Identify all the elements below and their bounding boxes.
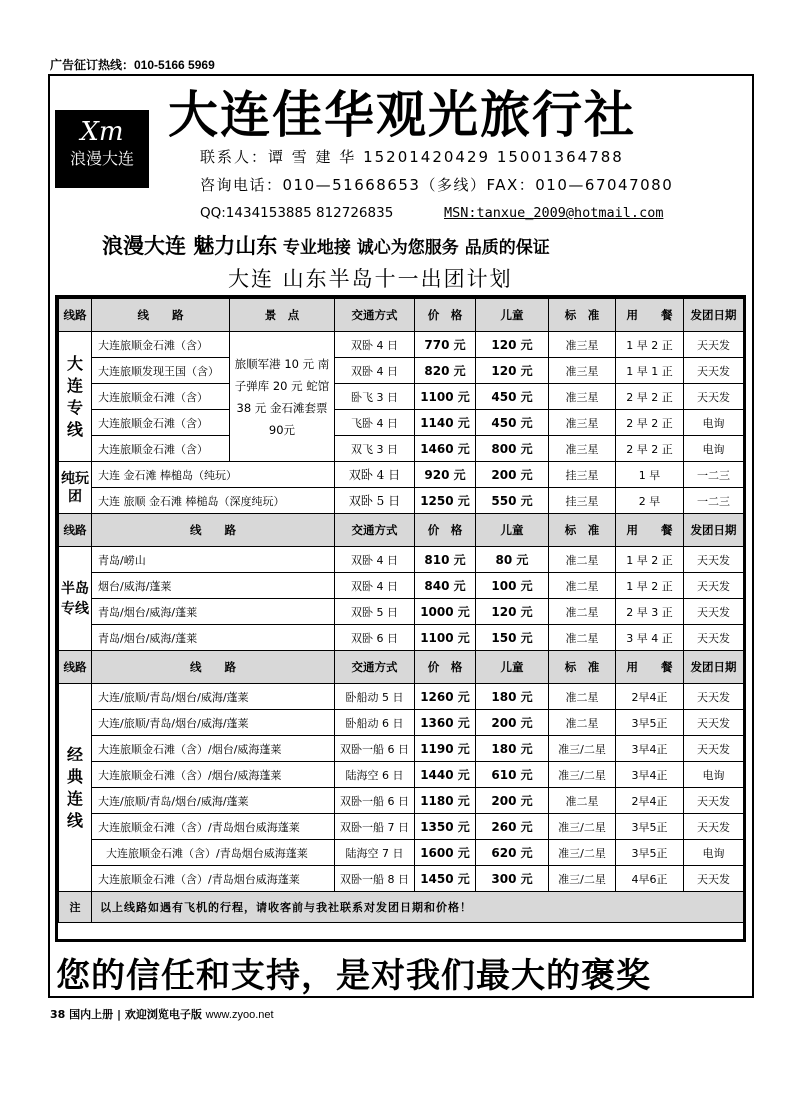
route-cell: 大连/旅顺/青岛/烟台/威海/蓬莱 bbox=[92, 684, 335, 710]
meal-cell: 2 早 2 正 bbox=[616, 436, 684, 462]
header-standard: 标 准 bbox=[549, 299, 616, 332]
child-price-cell: 260 元 bbox=[476, 814, 549, 840]
child-price-cell: 300 元 bbox=[476, 866, 549, 892]
header-date: 发团日期 bbox=[684, 299, 744, 332]
header-date: 发团日期 bbox=[684, 651, 744, 684]
price-cell: 920 元 bbox=[415, 462, 476, 488]
table-row bbox=[59, 762, 744, 788]
date-cell: 天天发 bbox=[684, 625, 744, 651]
meal-cell: 3早4正 bbox=[616, 762, 684, 788]
route-cell: 大连旅顺金石滩（含）/烟台/威海蓬莱 bbox=[92, 736, 335, 762]
standard-cell: 挂三星 bbox=[549, 488, 616, 514]
standard-cell: 准三/二星 bbox=[549, 814, 616, 840]
price-cell: 1180 元 bbox=[415, 788, 476, 814]
header-row-dalian bbox=[59, 299, 744, 332]
table-row bbox=[59, 684, 744, 710]
price-cell: 1000 元 bbox=[415, 599, 476, 625]
header-route: 线 路 bbox=[92, 651, 335, 684]
date-cell: 天天发 bbox=[684, 684, 744, 710]
standard-cell: 准三/二星 bbox=[549, 866, 616, 892]
route-cell: 青岛/崂山 bbox=[92, 547, 335, 573]
route-cell: 大连 金石滩 棒槌岛（纯玩） bbox=[92, 462, 335, 488]
price-cell: 1140 元 bbox=[415, 410, 476, 436]
header-child: 儿童 bbox=[476, 514, 549, 547]
route-cell: 大连旅顺金石滩（含）/青岛烟台威海蓬莱 bbox=[92, 866, 335, 892]
child-price-cell: 150 元 bbox=[476, 625, 549, 651]
standard-cell: 准三星 bbox=[549, 332, 616, 358]
transport-cell: 双卧一船 8 日 bbox=[335, 866, 415, 892]
price-cell: 1190 元 bbox=[415, 736, 476, 762]
header-row-classic bbox=[59, 651, 744, 684]
table-row bbox=[59, 736, 744, 762]
child-price-cell: 120 元 bbox=[476, 332, 549, 358]
section-peninsula: 半岛专线 bbox=[59, 547, 92, 651]
price-cell: 1460 元 bbox=[415, 436, 476, 462]
agency-logo bbox=[55, 110, 149, 188]
header-transport: 交通方式 bbox=[335, 651, 415, 684]
header-meal: 用 餐 bbox=[616, 651, 684, 684]
date-cell: 天天发 bbox=[684, 866, 744, 892]
footer-site-link[interactable]: www.zyoo.net bbox=[205, 1009, 274, 1021]
standard-cell: 准三星 bbox=[549, 358, 616, 384]
meal-cell: 4早6正 bbox=[616, 866, 684, 892]
footer-text: 38 国内上册 | 欢迎浏览电子版 bbox=[50, 1008, 202, 1021]
transport-cell: 卧飞 3 日 bbox=[335, 384, 415, 410]
date-cell: 电询 bbox=[684, 840, 744, 866]
transport-cell: 飞卧 4 日 bbox=[335, 410, 415, 436]
route-cell: 大连旅顺金石滩（含）/烟台/威海蓬莱 bbox=[92, 762, 335, 788]
transport-cell: 双卧 6 日 bbox=[335, 625, 415, 651]
logo-mark: Xm bbox=[80, 117, 124, 147]
date-cell: 天天发 bbox=[684, 710, 744, 736]
company-name: 大连佳华观光旅行社 bbox=[168, 85, 636, 144]
transport-cell: 双卧 4 日 bbox=[335, 573, 415, 599]
consult-phone-line: 咨询电话：010—51668653（多线）FAX：010—67047080 bbox=[200, 176, 674, 194]
transport-cell: 双卧 4 日 bbox=[335, 462, 415, 488]
date-cell: 电询 bbox=[684, 436, 744, 462]
table-row bbox=[59, 384, 744, 410]
date-cell: 天天发 bbox=[684, 547, 744, 573]
header-price: 价 格 bbox=[415, 299, 476, 332]
price-cell: 770 元 bbox=[415, 332, 476, 358]
date-cell: 天天发 bbox=[684, 573, 744, 599]
route-cell: 大连旅顺金石滩（含） bbox=[92, 436, 230, 462]
meal-cell: 1 早 2 正 bbox=[616, 573, 684, 599]
section-dalian: 大连专线 bbox=[59, 332, 92, 462]
tour-table bbox=[55, 295, 746, 942]
header-route: 线 路 bbox=[92, 514, 335, 547]
header-standard: 标 准 bbox=[549, 651, 616, 684]
meal-cell: 3早5正 bbox=[616, 814, 684, 840]
header-child: 儿童 bbox=[476, 299, 549, 332]
transport-cell: 陆海空 6 日 bbox=[335, 762, 415, 788]
child-price-cell: 550 元 bbox=[476, 488, 549, 514]
standard-cell: 准二星 bbox=[549, 788, 616, 814]
standard-cell: 准三/二星 bbox=[549, 762, 616, 788]
price-cell: 1260 元 bbox=[415, 684, 476, 710]
price-cell: 810 元 bbox=[415, 547, 476, 573]
meal-cell: 1 早 1 正 bbox=[616, 358, 684, 384]
table-row bbox=[59, 814, 744, 840]
price-cell: 1440 元 bbox=[415, 762, 476, 788]
table-row bbox=[59, 436, 744, 462]
table-row bbox=[59, 788, 744, 814]
table-row bbox=[59, 332, 744, 358]
table-row bbox=[59, 710, 744, 736]
meal-cell: 3早5正 bbox=[616, 840, 684, 866]
header-price: 价 格 bbox=[415, 651, 476, 684]
section-pure: 纯玩团 bbox=[59, 462, 92, 514]
date-cell: 天天发 bbox=[684, 599, 744, 625]
table-row bbox=[59, 410, 744, 436]
standard-cell: 准三星 bbox=[549, 384, 616, 410]
standard-cell: 准二星 bbox=[549, 710, 616, 736]
transport-cell: 双飞 3 日 bbox=[335, 436, 415, 462]
note-text: 以上线路如遇有飞机的行程，请收客前与我社联系对发团日期和价格！ bbox=[92, 892, 744, 923]
table-row bbox=[59, 625, 744, 651]
note-row bbox=[59, 892, 744, 923]
child-price-cell: 180 元 bbox=[476, 684, 549, 710]
standard-cell: 准二星 bbox=[549, 599, 616, 625]
table-row bbox=[59, 547, 744, 573]
price-cell: 1100 元 bbox=[415, 625, 476, 651]
route-cell: 大连旅顺金石滩（含） bbox=[92, 332, 230, 358]
header-meal: 用 餐 bbox=[616, 514, 684, 547]
note-label: 注 bbox=[59, 892, 92, 923]
meal-cell: 2 早 2 正 bbox=[616, 384, 684, 410]
header-standard: 标 准 bbox=[549, 514, 616, 547]
date-cell: 电询 bbox=[684, 762, 744, 788]
route-cell: 大连旅顺金石滩（含）/青岛烟台威海蓬莱 bbox=[92, 840, 335, 866]
date-cell: 天天发 bbox=[684, 384, 744, 410]
transport-cell: 双卧 4 日 bbox=[335, 547, 415, 573]
standard-cell: 准二星 bbox=[549, 625, 616, 651]
route-cell: 大连旅顺金石滩（含）/青岛烟台威海蓬莱 bbox=[92, 814, 335, 840]
table-row bbox=[59, 840, 744, 866]
child-price-cell: 800 元 bbox=[476, 436, 549, 462]
meal-cell: 1 早 bbox=[616, 462, 684, 488]
price-cell: 1360 元 bbox=[415, 710, 476, 736]
table-row bbox=[59, 358, 744, 384]
date-cell: 电询 bbox=[684, 410, 744, 436]
standard-cell: 准三星 bbox=[549, 436, 616, 462]
ad-hotline: 广告征订热线：010-5166 5969 bbox=[50, 58, 215, 72]
price-cell: 1250 元 bbox=[415, 488, 476, 514]
meal-cell: 2 早 3 正 bbox=[616, 599, 684, 625]
table-row bbox=[59, 488, 744, 514]
section-classic: 经典连线 bbox=[59, 684, 92, 892]
child-price-cell: 80 元 bbox=[476, 547, 549, 573]
price-cell: 840 元 bbox=[415, 573, 476, 599]
transport-cell: 陆海空 7 日 bbox=[335, 840, 415, 866]
child-price-cell: 200 元 bbox=[476, 462, 549, 488]
child-price-cell: 120 元 bbox=[476, 599, 549, 625]
transport-cell: 卧船动 5 日 bbox=[335, 684, 415, 710]
logo-text: 浪漫大连 bbox=[69, 149, 134, 168]
date-cell: 一二三 bbox=[684, 488, 744, 514]
table-row bbox=[59, 866, 744, 892]
child-price-cell: 610 元 bbox=[476, 762, 549, 788]
spots-cell: 旅顺军港 10 元 南子弹库 20 元 蛇馆 38 元 金石滩套票90元 bbox=[230, 332, 335, 462]
msn-address: MSN:tanxue_2009@hotmail.com bbox=[444, 205, 664, 221]
meal-cell: 2早4正 bbox=[616, 788, 684, 814]
header-transport: 交通方式 bbox=[335, 299, 415, 332]
table-row bbox=[59, 462, 744, 488]
route-cell: 大连旅顺金石滩（含） bbox=[92, 410, 230, 436]
table-row bbox=[59, 573, 744, 599]
standard-cell: 准二星 bbox=[549, 684, 616, 710]
price-cell: 1100 元 bbox=[415, 384, 476, 410]
route-cell: 烟台/威海/蓬莱 bbox=[92, 573, 335, 599]
slogan-sub: 专业地接 诚心为您服务 品质的保证 bbox=[282, 238, 550, 258]
date-cell: 一二三 bbox=[684, 462, 744, 488]
route-cell: 青岛/烟台/威海/蓬莱 bbox=[92, 625, 335, 651]
header-route: 线 路 bbox=[92, 299, 230, 332]
date-cell: 天天发 bbox=[684, 358, 744, 384]
child-price-cell: 200 元 bbox=[476, 788, 549, 814]
child-price-cell: 100 元 bbox=[476, 573, 549, 599]
route-cell: 大连/旅顺/青岛/烟台/威海/蓬莱 bbox=[92, 710, 335, 736]
plan-title: 大连 山东半岛十一出团计划 bbox=[228, 267, 513, 291]
header-date: 发团日期 bbox=[684, 514, 744, 547]
transport-cell: 双卧 4 日 bbox=[335, 332, 415, 358]
transport-cell: 双卧一船 6 日 bbox=[335, 736, 415, 762]
price-cell: 1350 元 bbox=[415, 814, 476, 840]
child-price-cell: 200 元 bbox=[476, 710, 549, 736]
standard-cell: 准二星 bbox=[549, 547, 616, 573]
header-row-peninsula bbox=[59, 514, 744, 547]
header-meal: 用 餐 bbox=[616, 299, 684, 332]
page-footer bbox=[50, 1006, 274, 1022]
header-transport: 交通方式 bbox=[335, 514, 415, 547]
child-price-cell: 620 元 bbox=[476, 840, 549, 866]
header-spots: 景 点 bbox=[230, 299, 335, 332]
meal-cell: 1 早 2 正 bbox=[616, 547, 684, 573]
qq-numbers: QQ:1434153885 812726835 bbox=[200, 205, 394, 221]
route-cell: 大连 旅顺 金石滩 棒槌岛（深度纯玩） bbox=[92, 488, 335, 514]
transport-cell: 双卧 5 日 bbox=[335, 488, 415, 514]
route-cell: 大连旅顺金石滩（含） bbox=[92, 384, 230, 410]
child-price-cell: 120 元 bbox=[476, 358, 549, 384]
standard-cell: 准三/二星 bbox=[549, 736, 616, 762]
child-price-cell: 180 元 bbox=[476, 736, 549, 762]
contact-line: 联系人：谭 雪 建 华 15201420429 15001364788 bbox=[200, 148, 624, 166]
price-cell: 1450 元 bbox=[415, 866, 476, 892]
slogan bbox=[102, 230, 550, 260]
standard-cell: 准二星 bbox=[549, 573, 616, 599]
header-tag: 线路 bbox=[59, 514, 92, 547]
child-price-cell: 450 元 bbox=[476, 410, 549, 436]
standard-cell: 挂三星 bbox=[549, 462, 616, 488]
route-cell: 大连/旅顺/青岛/烟台/威海/蓬莱 bbox=[92, 788, 335, 814]
meal-cell: 3 早 4 正 bbox=[616, 625, 684, 651]
date-cell: 天天发 bbox=[684, 814, 744, 840]
child-price-cell: 450 元 bbox=[476, 384, 549, 410]
price-cell: 820 元 bbox=[415, 358, 476, 384]
route-cell: 青岛/烟台/威海/蓬莱 bbox=[92, 599, 335, 625]
route-cell: 大连旅顺发现王国（含） bbox=[92, 358, 230, 384]
transport-cell: 双卧一船 7 日 bbox=[335, 814, 415, 840]
meal-cell: 1 早 2 正 bbox=[616, 332, 684, 358]
transport-cell: 卧船动 6 日 bbox=[335, 710, 415, 736]
meal-cell: 2 早 2 正 bbox=[616, 410, 684, 436]
date-cell: 天天发 bbox=[684, 332, 744, 358]
meal-cell: 3早5正 bbox=[616, 710, 684, 736]
header-price: 价 格 bbox=[415, 514, 476, 547]
price-cell: 1600 元 bbox=[415, 840, 476, 866]
header-tag: 线路 bbox=[59, 651, 92, 684]
transport-cell: 双卧 5 日 bbox=[335, 599, 415, 625]
date-cell: 天天发 bbox=[684, 736, 744, 762]
date-cell: 天天发 bbox=[684, 788, 744, 814]
header-tag: 线路 bbox=[59, 299, 92, 332]
meal-cell: 3早4正 bbox=[616, 736, 684, 762]
transport-cell: 双卧 4 日 bbox=[335, 358, 415, 384]
meal-cell: 2 早 bbox=[616, 488, 684, 514]
table-row bbox=[59, 599, 744, 625]
standard-cell: 准三星 bbox=[549, 410, 616, 436]
meal-cell: 2早4正 bbox=[616, 684, 684, 710]
closing-slogan: 您的信任和支持，是对我们最大的褒奖 bbox=[56, 956, 651, 996]
slogan-main: 浪漫大连 魅力山东 bbox=[102, 233, 278, 258]
header-child: 儿童 bbox=[476, 651, 549, 684]
standard-cell: 准三/二星 bbox=[549, 840, 616, 866]
transport-cell: 双卧一船 6 日 bbox=[335, 788, 415, 814]
